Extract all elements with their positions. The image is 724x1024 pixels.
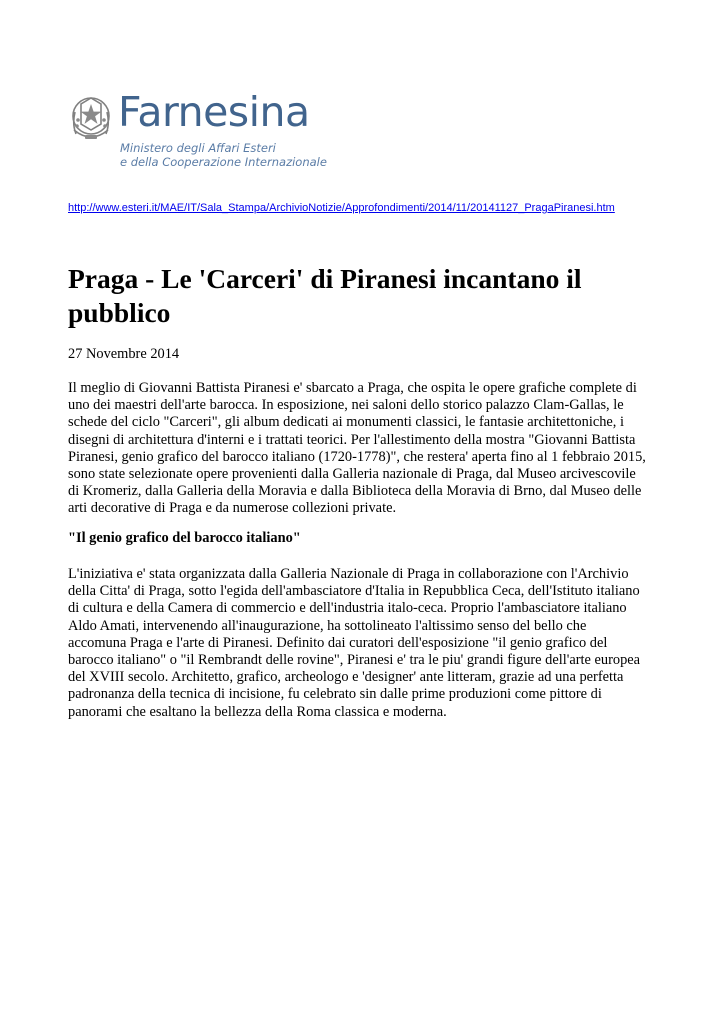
paragraph-line: del XVIII secolo. Architetto, grafico, archeologo e 'designer' ante litteram, grazie ad una perfetta (68, 669, 624, 686)
italian-emblem-icon (68, 94, 114, 144)
logo-subtitle-line1: Ministero degli Affari Esteri (120, 141, 276, 155)
article-paragraph-2 (68, 566, 660, 721)
paragraph-line: L'iniziativa e' stata organizzata dalla Galleria Nazionale di Praga in collaborazione con l'Archivio (68, 566, 629, 582)
paragraph-line: Piranesi, genio grafico del barocco italiano (1720-1778)", che restera' aperta fino al 1 febbraio 2015, (68, 448, 646, 465)
article-title: Praga - Le 'Carceri' di Piranesi incantano il pubblico (68, 263, 582, 328)
paragraph-line: sono state selezionate opere provenienti dalla Galleria nazionale di Praga, dal Museo arcivescovile (68, 466, 636, 483)
farnesina-logo (68, 88, 338, 170)
article-date: 27 Novembre 2014 (68, 346, 180, 362)
paragraph-line: disegni di architettura d'interni e i trattati teorici. Per l'allestimento della mostra "Giovanni Battista (68, 431, 636, 448)
paragraph-line: di Kromeriz, dalla Galleria della Moravia e dalla Biblioteca della Moravia di Brno, dal Museo delle (68, 483, 642, 500)
paragraph-line: schede del ciclo "Carceri", gli album dedicati ai monumenti classici, le fantasie architettoniche, i (68, 414, 624, 431)
paragraph-line: uno dei maestri dell'arte barocca. In esposizione, nei saloni dello storico palazzo Clam-Gallas, le (68, 397, 624, 414)
paragraph-line: panorami che esaltano la bellezza della Roma classica e moderna. (68, 703, 447, 720)
paragraph-line: barocco italiano" o "il Rembrandt delle rovine", Piranesi e' tra le piu' grandi figure dell'arte europea (68, 652, 641, 669)
article-paragraph-1 (68, 380, 660, 518)
paragraph-line: Aldo Amati, intervenendo all'inaugurazione, ha sottolineato l'altissimo senso del bello che (68, 617, 587, 634)
logo-subtitle-line2: e della Cooperazione Internazionale (120, 155, 327, 169)
article-subheading: "Il genio grafico del barocco italiano" (68, 530, 301, 546)
paragraph-line: accomuna Praga e l'arte di Piranesi. Definito dai curatori dell'esposizione "il genio grafico del (68, 634, 608, 651)
paragraph-line: della Citta' di Praga, sotto l'egida dell'ambasciatore d'Italia in Repubblica Ceca, dell'Istituto italiano (68, 583, 640, 600)
paragraph-line: padronanza della tecnica di incisione, fu celebrato sin dalle prime produzioni come pittore di (68, 686, 602, 703)
source-url-link[interactable]: http://www.esteri.it/MAE/IT/Sala_Stampa/ArchivioNotizie/Approfondimenti/2014/11/20141127_PragaPiranesi.htm (68, 202, 615, 214)
paragraph-line: arti decorative di Praga e da numerose collezioni private. (68, 500, 397, 517)
logo-wordmark: Farnesina (118, 88, 310, 136)
paragraph-line: di cultura e della Camera di commercio e dell'industria italo-ceca. Proprio l'ambasciatore italiano (68, 600, 627, 617)
paragraph-line: Il meglio di Giovanni Battista Piranesi e' sbarcato a Praga, che ospita le opere grafiche complete di (68, 380, 637, 396)
